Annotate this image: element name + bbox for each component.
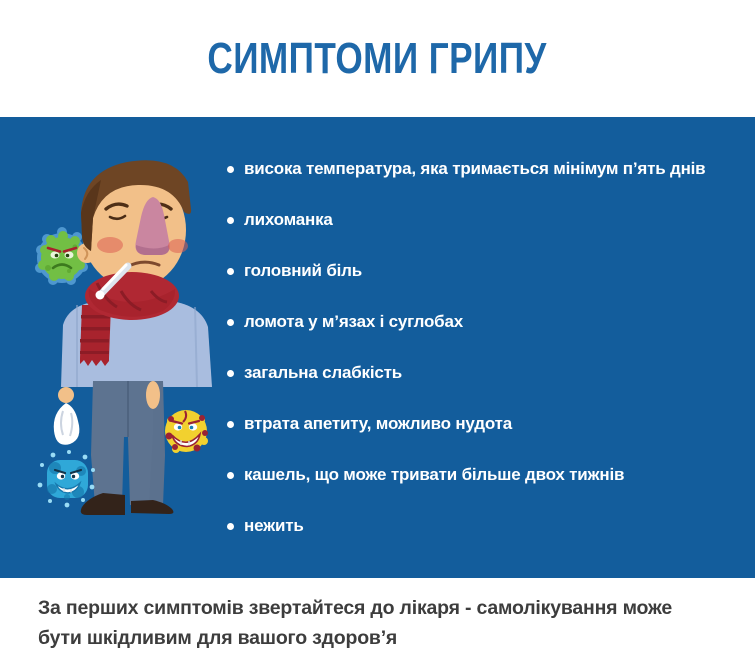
- bullet-icon: [227, 523, 234, 530]
- bullet-icon: [227, 370, 234, 377]
- list-item: [227, 517, 705, 535]
- symptoms-panel: [0, 117, 755, 578]
- list-item: [227, 466, 705, 484]
- symptom-text: висока температура, яка тримається мінімум п’ять днів: [244, 159, 706, 178]
- bullet-icon: [227, 319, 234, 326]
- list-item: [227, 211, 705, 229]
- yellow-virus-icon: [165, 410, 208, 453]
- list-item: [227, 415, 705, 433]
- list-item: [227, 364, 705, 382]
- symptom-text: загальна слабкість: [244, 363, 402, 382]
- sick-man-illustration: [25, 155, 225, 525]
- symptom-text: нежить: [244, 516, 304, 535]
- doctor-advice-note: За перших симптомів звертайтеся до лікаря - самолікування може бути шкідливим для вашого здоров’я: [38, 597, 673, 650]
- bullet-icon: [227, 472, 234, 479]
- bullet-icon: [227, 421, 234, 428]
- list-item: [227, 313, 705, 331]
- page-title: СИМПТОМИ ГРИПУ: [207, 33, 548, 83]
- list-item: [227, 262, 705, 280]
- tissue-icon: [54, 403, 80, 445]
- footer: [0, 578, 755, 671]
- symptom-text: втрата апетиту, можливо нудота: [244, 414, 512, 433]
- symptom-text: ломота у м’язах і суглобах: [244, 312, 463, 331]
- symptom-text: головний біль: [244, 261, 362, 280]
- symptom-list: [227, 160, 705, 568]
- bullet-icon: [227, 217, 234, 224]
- symptom-text: кашель, що може тривати більше двох тижнів: [244, 465, 625, 484]
- list-item: [227, 160, 705, 178]
- blue-virus-icon: [38, 450, 95, 507]
- symptom-text: лихоманка: [244, 210, 333, 229]
- bullet-icon: [227, 166, 234, 173]
- bullet-icon: [227, 268, 234, 275]
- header: [0, 0, 755, 117]
